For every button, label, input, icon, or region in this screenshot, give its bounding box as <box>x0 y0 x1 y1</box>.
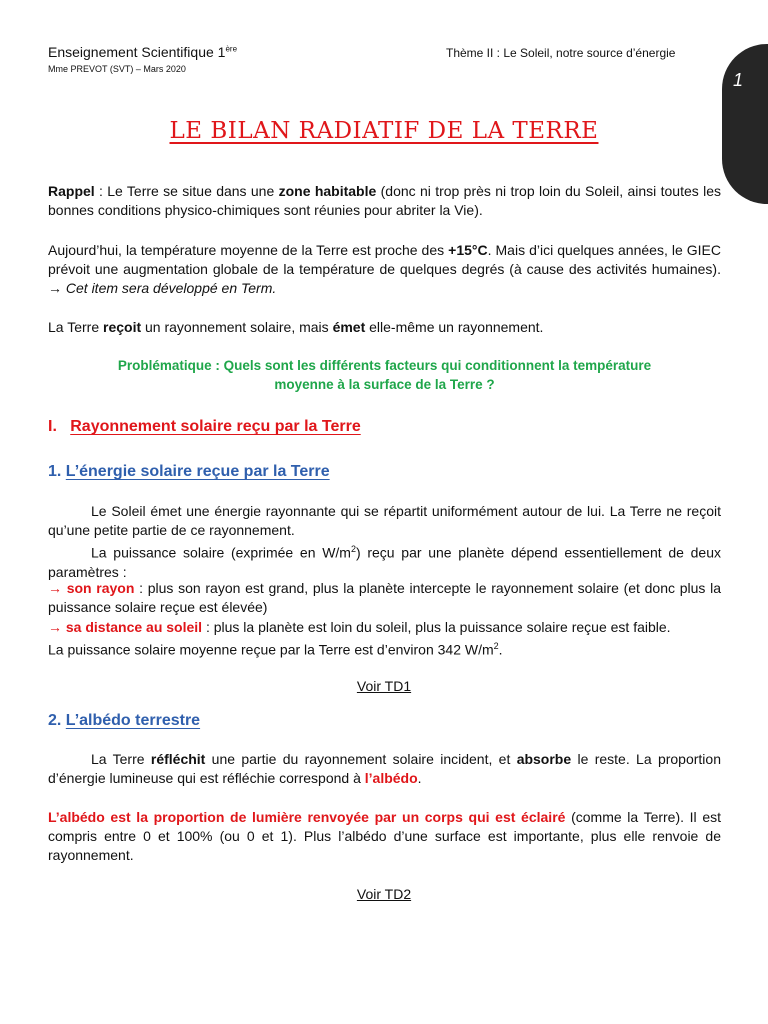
section-1-heading: I. Rayonnement solaire reçu par la Terre <box>48 418 361 435</box>
sub1-paragraph-2: La puissance solaire (exprimée en $W/m^2$) reçu par une planète dépend essentiellement de deux paramètres : <box>48 544 721 580</box>
recoit-paragraph: La Terre reçoit un rayonnement solaire, mais émet elle-même un rayonnement. <box>48 319 544 335</box>
temperature-paragraph: Aujourd’hui, la température moyenne de la Terre est proche des +15°C. Mais d’ici quelques années, le GIEC prévoit une augmentation globale de la température de quelques degrés (à cause des activités humaines). → Cet item sera développé en Term. <box>48 242 721 296</box>
sub2-paragraph-1: La Terre réfléchit une partie du rayonnement solaire incident, et absorbe le reste. La proportion d’énergie lumineuse qui est réfléchie correspond à l’albédo. <box>48 751 721 786</box>
subsection-1-heading: 1. L’énergie solaire reçue par la Terre <box>48 463 330 480</box>
factor-distance: → sa distance au soleil : plus la planète est loin du soleil, plus la puissance solaire reçue est faible. <box>48 619 671 635</box>
sub1-paragraph-1: Le Soleil émet une énergie rayonnante qui se répartit uniformément autour de lui. La Terre ne reçoit qu’une petite partie de ce rayonnement. <box>48 503 721 538</box>
voir-td1-link[interactable]: Voir TD1 <box>356 678 412 694</box>
teacher-line: Mme PREVOT (SVT) – Mars 2020 <box>48 64 186 74</box>
voir-td2-link[interactable]: Voir TD2 <box>356 886 412 902</box>
factor-rayon: → son rayon : plus son rayon est grand, plus la planète intercepte le rayonnement solaire (et donc plus la puissance solaire reçue est élevée) <box>48 580 721 615</box>
subsection-2-heading: 2. L’albédo terrestre <box>48 712 201 729</box>
problematique: Problématique : Quels sont les différents facteurs qui conditionnent la température moyenne à la surface de la Terre ? <box>117 358 652 392</box>
course-title: Enseignement Scientifique 1ère <box>48 44 238 60</box>
rappel-paragraph: Rappel : Le Terre se situe dans une zone habitable (donc ni trop près ni trop loin du Soleil, ainsi toutes les bonnes conditions physico-chimiques sont réunies pour abriter la Vie). <box>48 183 721 218</box>
page-number: 1 <box>733 70 744 90</box>
page-title: LE BILAN RADIATIF DE LA TERRE <box>169 118 599 144</box>
sub1-paragraph-3: La puissance solaire moyenne reçue par la Terre est d’environ 342 $W/m^2$. <box>48 641 503 658</box>
theme-title: Thème II : Le Soleil, notre source d’énergie <box>446 46 676 60</box>
albedo-definition: L’albédo est la proportion de lumière renvoyée par un corps qui est éclairé (comme la Terre). Il est compris entre 0 et 100% (ou 0 et 1). Plus l’albédo d’une surface est importante, plus elle renvoie de rayonnement. <box>48 809 721 863</box>
